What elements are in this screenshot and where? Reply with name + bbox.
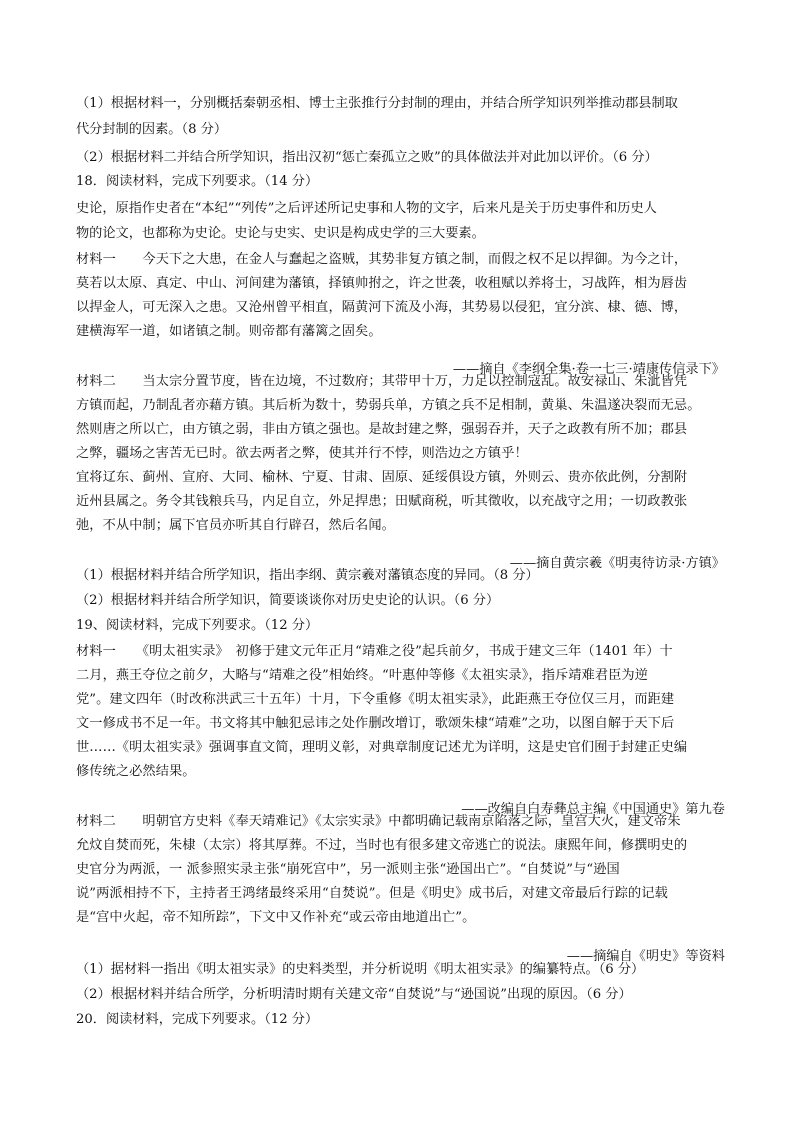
q19-material-1-line-5: 世……《明太祖实录》强调事直文简，理明义彰，对典章制度记述尤为详明，这是史官们囿于封建正史编 xyxy=(76,740,688,755)
q18-material-1-line-1: 材料一 今天下之大患，在金人与蠢起之盗贼，其势非复方镇之制，而假之权不足以捍御。为今之计， xyxy=(76,252,688,267)
question-18-1: （1）根据材料并结合所学知识，指出李纲、黄宗羲对藩镇态度的异同。（8 分） xyxy=(76,568,539,583)
q19-material-2-line-3: 史官分为两派，一 派参照实录主张“崩死宫中”，另一派则主张“逊国出亡”。“自焚说”与“逊国 xyxy=(76,862,620,877)
question-20-heading: 20．阅读材料，完成下列要求。（12 分） xyxy=(76,1012,319,1027)
q18-material-2-line-7: 弛，不从中制；属下官员亦听其自行辟召，然后名闻。 xyxy=(76,518,395,533)
q18-material-1-source: ——摘自《李纲全集·卷一七三·靖康传信录下》 xyxy=(452,362,725,378)
question-18-heading: 18．阅读材料，完成下列要求。（14 分） xyxy=(76,174,319,189)
question-18-2: （2）根据材料并结合所学知识，简要谈谈你对历史史论的认识。（6 分） xyxy=(76,593,500,608)
q19-material-2-line-5: 是“宫中火起，帝不知所踪”，下文中又作补充“或云帝由地道出亡”。 xyxy=(76,910,476,925)
q18-material-2-line-5: 宜将辽东、蓟州、宣府、大同、榆林、宁夏、甘肃、固原、延绥俱设方镇，外则云、贵亦依此例，分割附 xyxy=(76,470,688,485)
q19-material-1-line-2: 二月，燕王夺位之前夕，大略与“靖难之役”相始终。“叶惠仲等修《太祖实录》，指斥靖难君臣为逆 xyxy=(76,668,648,683)
question-19-1: （1）据材料一指出《明太祖实录》的史料类型，并分析说明《明太祖实录》的编纂特点。（6 分） xyxy=(76,962,645,977)
q19-material-1-source: ——改编自白寿彝总主编《中国通史》第九卷 xyxy=(461,802,725,818)
q18-intro-line-1: 史论，原指作史者在“本纪”“列传”之后评述所记史事和人物的文字，后来凡是关于历史事件和历史人 xyxy=(76,201,657,216)
question-17-1-line-1: （1）根据材料一，分别概括秦朝丞相、博士主张推行分封制的理由，并结合所学知识列举推动郡县制取 xyxy=(76,96,678,111)
q18-material-1-line-2: 莫若以太原、真定、中山、河间建为藩镇，择镇帅拊之，许之世袭，收租赋以养将士，习战阵，相为唇齿 xyxy=(76,276,688,291)
q18-material-2-line-1: 材料二 当太宗分置节度，皆在边境，不过数府；其带甲十万，力足以控制寇乱。故安禄山、朱泚皆凭 xyxy=(76,374,688,389)
q19-material-2-source: ——摘编自《明史》等资料 xyxy=(566,949,725,965)
q19-material-2-line-4: 说”两派相持不下，主持者王鸿绪最终采用“自焚说”。但是《明史》成书后，对建文帝最后行踪的记载 xyxy=(76,886,668,901)
q19-material-1-line-4: 文一修成书不足一年。书文将其中触犯忌讳之处作删改增订，歌颂朱棣“靖难”之功，以图自解于天下后 xyxy=(76,716,675,731)
q18-material-1-line-4: 建横海军一道，如诸镇之制。则帝都有藩篱之固矣。 xyxy=(76,324,382,339)
q18-material-1-line-3: 以捍金人，可无深入之患。又沧州曾平相直，隔黄河下流及小海，其势易以侵犯，宜分滨、棣、德、博， xyxy=(76,300,688,315)
question-19-heading: 19、阅读材料，完成下列要求。（12 分） xyxy=(76,618,319,633)
q18-material-2-source: ——摘自黄宗羲《明夷待访录·方镇》 xyxy=(509,556,725,572)
q19-material-2-line-2: 允炆自焚而死，朱棣（太宗）将其厚葬。不过，当时也有很多建文帝逃亡的说法。康熙年间，修撰明史的 xyxy=(76,838,688,853)
question-17-1-line-2: 代分封制的因素。（8 分） xyxy=(76,122,228,137)
q18-material-2-line-6: 近州县属之。务令其钱粮兵马，内足自立，外足捍患；田赋商税，听其徵收，以充战守之用；一切政教张 xyxy=(76,494,688,509)
q19-material-1-line-6: 修传统之必然结果。 xyxy=(76,764,196,779)
q19-material-1-line-3: 党”。建文四年（时改称洪武三十五年）十月，下令重修《明太祖实录》，此距燕王夺位仅三月，而距建 xyxy=(76,692,675,707)
question-19-2: （2）根据材料并结合所学，分析明清时期有关建文帝“自焚说”与“逊国说”出现的原因。（6 分） xyxy=(76,987,632,1002)
q18-intro-line-2: 物的论文，也都称为史论。史论与史实、史识是构成史学的三大要素。 xyxy=(76,226,485,241)
question-17-2: （2）根据材料二并结合所学知识，指出汉初“惩亡秦孤立之败”的具体做法并对此加以评价。（6 分） xyxy=(76,150,658,165)
q19-material-1-line-1: 材料一 《明太祖实录》 初修于建文元年正月“靖难之役”起兵前夕，书成于建文三年（1401 年）十 xyxy=(76,644,673,659)
q18-material-2-line-2: 方镇而起，乃制乱者亦藉方镇。其后析为数十，势弱兵单，方镇之兵不足相制，黄巢、朱温遂决裂而无忌。 xyxy=(76,398,701,413)
q19-material-2-line-1: 材料二 明朝官方史料《奉天靖难记》《太宗实录》中都明确记载南京陷落之际，皇宫大火，建文帝朱 xyxy=(76,814,681,829)
q18-material-2-line-3: 然则唐之所以亡，由方镇之弱，非由方镇之强也。是故封建之弊，强弱吞并，天子之政教有所不加；郡县 xyxy=(76,422,688,437)
q18-material-2-line-4: 之弊，疆场之害苦无已时。欲去两者之弊，使其并行不悖，则浩边之方镇乎！ xyxy=(76,446,528,461)
